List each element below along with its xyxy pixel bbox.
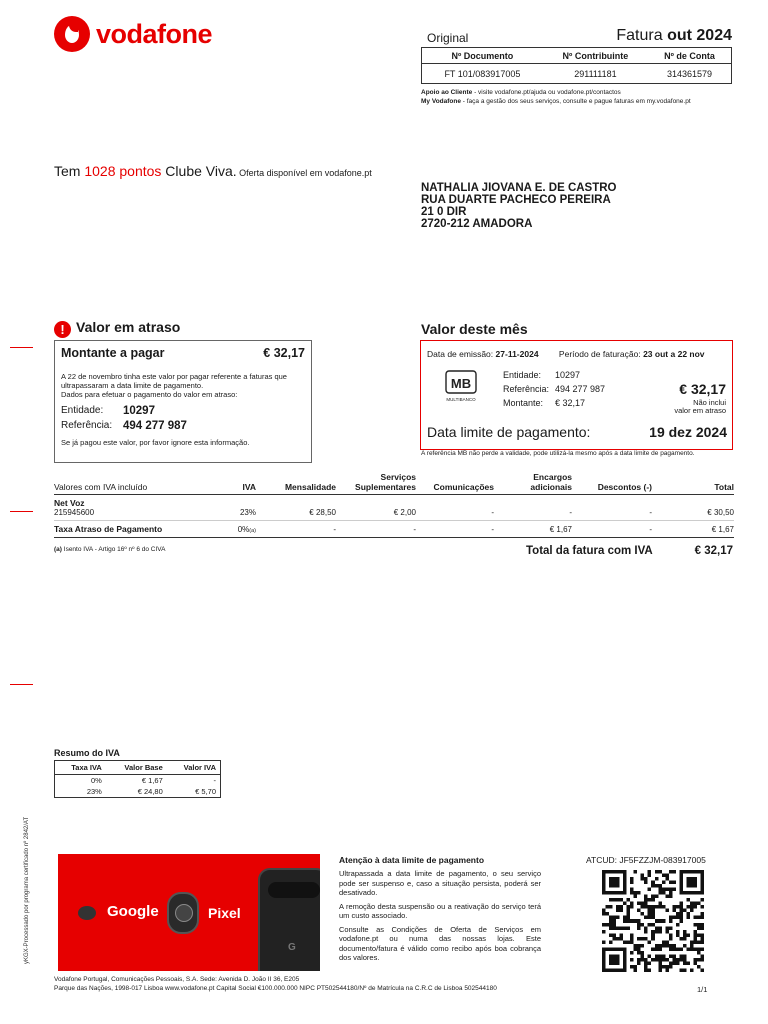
svg-text:MB: MB [450,376,472,391]
iva-col-header: Valor Base [106,761,167,775]
document-ids-table [421,47,732,84]
overdue-text-1: A 22 de novembro tinha este valor por pagar referente a faturas que ultrapassaram a data limite de pagamento. [61,372,287,390]
overdue-text [61,372,305,399]
company-footer [54,975,497,993]
iva-summary-table [54,760,221,798]
points-count: 1028 pontos [84,163,162,179]
month-title: Valor deste mês [421,321,528,337]
banner-text-google: Google [107,903,159,920]
my-vodafone-text: - faça a gestão dos seus serviços, consulte e pague faturas em my.vodafone.pt [460,98,691,105]
col-header: Total [714,482,734,492]
period-mid: out a [654,349,676,359]
overdue-note: Se já pagou este valor, por favor ignore esta informação. [61,438,250,447]
overdue-amount-row [61,346,305,360]
cell: € 30,50 [707,508,734,517]
attention-p2: A remoção desta suspensão ou a reativação do serviço terá um custo associado. [339,901,541,920]
month-entity: 10297 [555,370,581,380]
cell: - [569,508,572,517]
overdue-box [54,340,312,463]
month-payment-details [503,370,605,408]
attention-p1: Ultrapassada a data limite de pagamento, o seu serviço pode ser suspenso e, caso a situação persista, poderá ser desativado. [339,869,541,897]
taxpayer-number: 291111181 [574,69,617,79]
charges-table [54,472,734,538]
camera-bar [268,882,320,898]
cell: € 5,70 [195,787,216,796]
phone-icon [258,868,320,971]
my-vodafone-label: My Vodafone [421,98,461,105]
support-label: Apoio ao Cliente [421,89,473,96]
mb-reference-note: A referência MB não perde a validade, pode utilizá-la mesmo após a data limite de pagamento. [421,450,695,457]
points-prefix: Tem [54,163,85,179]
iva-mark: (a) [249,528,256,534]
cell: € 1,67 [711,525,734,534]
cell: 23% [86,787,102,796]
address-line: RUA DUARTE PACHECO PEREIRA [421,194,611,206]
overdue-text-2: Dados para efetuar o pagamento do valor em atraso: [61,390,238,399]
customer-address [421,182,617,230]
month-box [420,340,733,450]
points-offer: Oferta disponível em vodafone.pt [236,168,372,178]
period-label: Período de faturação: [558,349,641,359]
g-mark: G [288,942,296,953]
amount-note-2: valor em atraso [674,406,726,415]
col-header: Valores com IVA incluído [54,482,148,492]
footnote-mark: (a) [54,546,62,553]
support-text: - visite vodafone.pt/ajuda ou vodafone.pt/contactos [472,89,621,96]
emission-date: 27-11-2024 [495,349,539,359]
iva-rate: 0% [237,525,250,534]
brand-name: vodafone [96,18,213,49]
atcud-code: ATCUD: JF5FZZJM-083917005 [586,855,706,865]
cell: - [491,508,494,517]
row-sub: 215945600 [54,508,95,517]
charges-header-row [54,472,734,495]
cell: - [213,776,216,785]
taxpayer-number-header: Nº Contribuinte [543,48,648,64]
overdue-amount: € 32,17 [263,346,305,360]
col-header: Mensalidade [284,482,336,492]
original-label: Original [427,31,469,45]
certification-side-text: yKGX-Processado por programa certificado nº 2842/AT [24,816,30,964]
total-value: € 32,17 [694,545,733,557]
invoice-title [616,27,732,45]
loyalty-points [54,163,372,179]
overdue-title-text: Valor em atraso [76,319,181,335]
table-row [55,775,221,787]
month-reference: 494 277 987 [555,384,606,394]
overdue-amount-label: Montante a pagar [61,346,165,360]
overdue-payment-details [61,405,305,432]
iva-summary-title: Resumo do IVA [54,748,120,758]
cell: € 24,80 [137,787,163,796]
cell: € 2,00 [393,508,416,517]
cell: - [413,525,416,534]
address-line: 2720-212 AMADORA [421,218,533,230]
alert-icon: ! [54,321,71,338]
support-info [421,88,691,106]
deadline-label: Data limite de pagamento: [427,424,591,440]
page-number: 1/1 [697,985,708,994]
doc-number-header: Nº Documento [422,48,543,64]
points-suffix: Clube Viva. [161,163,237,179]
month-reference-label: Referência: [503,384,550,394]
cell: - [649,508,652,517]
month-entity-label: Entidade: [503,370,542,380]
table-row [55,786,221,798]
reference-value: 494 277 987 [123,420,187,432]
multibanco-icon [443,369,479,403]
amount-note-1: Não inclui [693,398,726,407]
iva-col-header: Taxa IVA [55,761,106,775]
account-number-header: Nº de Conta [648,48,731,64]
cell: € 1,67 [141,776,163,785]
footer-line-1: Vodafone Portugal, Comunicações Pessoais, S.A. Sede: Avenida D. João II 36, E205 [54,976,300,983]
footer-line-2: Parque das Nações, 1998-017 Lisboa www.vodafone.pt Capital Social €100.000.000 NIPC PT502544180/Nº de Matrícula na C.R.C de Lisboa 502544180 [54,985,497,992]
payment-deadline-row [427,424,727,440]
col-header: IVA [242,482,256,492]
cell: € 1,67 [549,525,572,534]
address-line: NATHALIA JIOVANA E. DE CASTRO [421,182,617,194]
attention-p3: Consulte as Condições de Oferta de Serviços em vodafone.pt ou numa das nossas lojas. Este documento/fatura é válido como recibo após boa cobrança dos valores. [339,924,541,962]
invoice-period: out 2024 [667,27,732,44]
emission-label: Data de emissão: [427,349,494,359]
banner-text-pixel: Pixel [208,905,241,921]
reference-label: Referência: [61,420,113,431]
cell: 23% [239,508,256,517]
qr-code-icon [599,870,707,972]
fold-mark [10,347,33,348]
account-number: 314361579 [667,69,713,79]
entity-value: 10297 [123,405,155,417]
attention-body [339,869,541,967]
col-header: Serviços Suplementares [355,472,416,492]
earbud-icon [78,906,96,920]
cell: 0% [91,776,102,785]
address-line: 21 0 DIR [421,206,467,218]
invoice-total [526,545,733,557]
cell: - [491,525,494,534]
vodafone-logo [54,16,212,52]
google-pixel-banner[interactable] [58,854,320,971]
entity-label: Entidade: [61,405,104,416]
month-amount-label: Montante: [503,398,544,408]
table-row [54,495,734,521]
watch-icon [167,892,199,934]
iva-col-header: Valor IVA [167,761,221,775]
invoice-title-prefix: Fatura [616,27,663,44]
attention-title: Atenção à data limite de pagamento [339,855,485,865]
cell: - [649,525,652,534]
emission-period-row [427,349,727,359]
month-amount-small: € 32,17 [555,398,586,408]
table-row [54,521,734,538]
mb-caption: MULTIBANCO [446,397,476,402]
col-header: Descontos (-) [597,482,652,492]
cell: - [333,525,336,534]
month-amount-block [674,381,726,415]
period-start: 23 [643,349,653,359]
overdue-title [54,319,180,338]
footnote-text: Isento IVA - Artigo 16º nº 6 do CIVA [61,546,166,553]
fold-mark [10,511,33,512]
iva-footnote [54,546,165,553]
col-header: Comunicações [433,482,494,492]
col-header: Encargos adicionais [530,472,572,492]
row-name: Taxa Atraso de Pagamento [54,524,163,534]
total-label: Total da fatura com IVA [526,545,653,557]
deadline-date: 19 dez 2024 [649,424,727,440]
cell: € 28,50 [309,508,336,517]
row-name: Net Voz [54,498,85,508]
cell [214,525,256,534]
vodafone-speechmark-icon [54,16,90,52]
fold-mark [10,684,33,685]
doc-number: FT 101/083917005 [444,69,521,79]
period-end: 22 nov [677,349,705,359]
month-amount: € 32,17 [679,381,726,397]
